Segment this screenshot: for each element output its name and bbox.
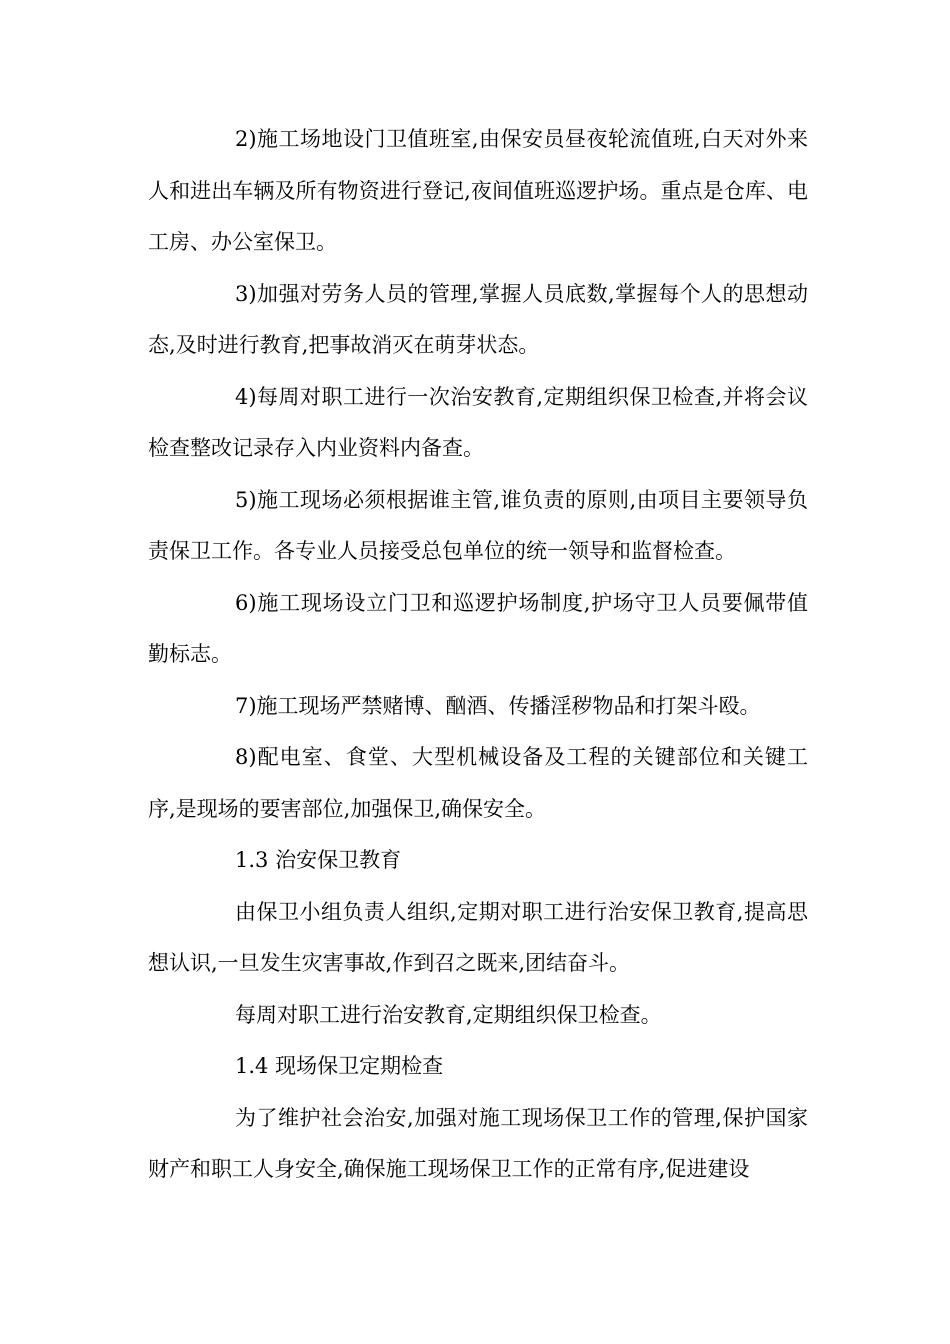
- section-heading-1-4: 1.4 现场保卫定期检查: [235, 1054, 444, 1078]
- paragraph-item-8: 8)配电室、食堂、大型机械设备及工程的关键部位和关键工序,是现场的要害部位,加强保卫,确保安全。: [148, 745, 808, 821]
- paragraph-item-3: 3)加强对劳务人员的管理,掌握人员底数,掌握每个人的思想动态,及时进行教育,把事故消灭在萌芽状态。: [148, 281, 808, 357]
- section-heading-1-3: 1.3 治安保卫教育: [235, 848, 402, 872]
- paragraph-item-5: 5)施工现场必须根据谁主管,谁负责的原则,由项目主要领导负责保卫工作。各专业人员接受总包单位的统一领导和监督检查。: [148, 487, 808, 563]
- paragraph-inspection-1: 为了维护社会治安,加强对施工现场保卫工作的管理,保护国家财产和职工人身安全,确保施工现场保卫工作的正常有序,促进建设: [148, 1105, 808, 1181]
- paragraph-item-4: 4)每周对职工进行一次治安教育,定期组织保卫检查,并将会议检查整改记录存入内业资料内备查。: [148, 384, 808, 460]
- paragraph-education-2: 每周对职工进行治安教育,定期组织保卫检查。: [235, 1002, 662, 1027]
- paragraph-item-7: 7)施工现场严禁赌博、酗酒、传播淫秽物品和打架斗殴。: [235, 693, 761, 718]
- paragraph-item-2: 2)施工场地设门卫值班室,由保安员昼夜轮流值班,白天对外来人和进出车辆及所有物资进行登记,夜间值班巡逻护场。重点是仓库、电工房、办公室保卫。: [148, 127, 808, 254]
- document-body: [148, 114, 808, 1196]
- paragraph-item-6: 6)施工现场设立门卫和巡逻护场制度,护场守卫人员要佩带值勤标志。: [148, 590, 808, 666]
- paragraph-education-1: 由保卫小组负责人组织,定期对职工进行治安保卫教育,提高思想认识,一旦发生灾害事故,作到召之既来,团结奋斗。: [148, 899, 808, 975]
